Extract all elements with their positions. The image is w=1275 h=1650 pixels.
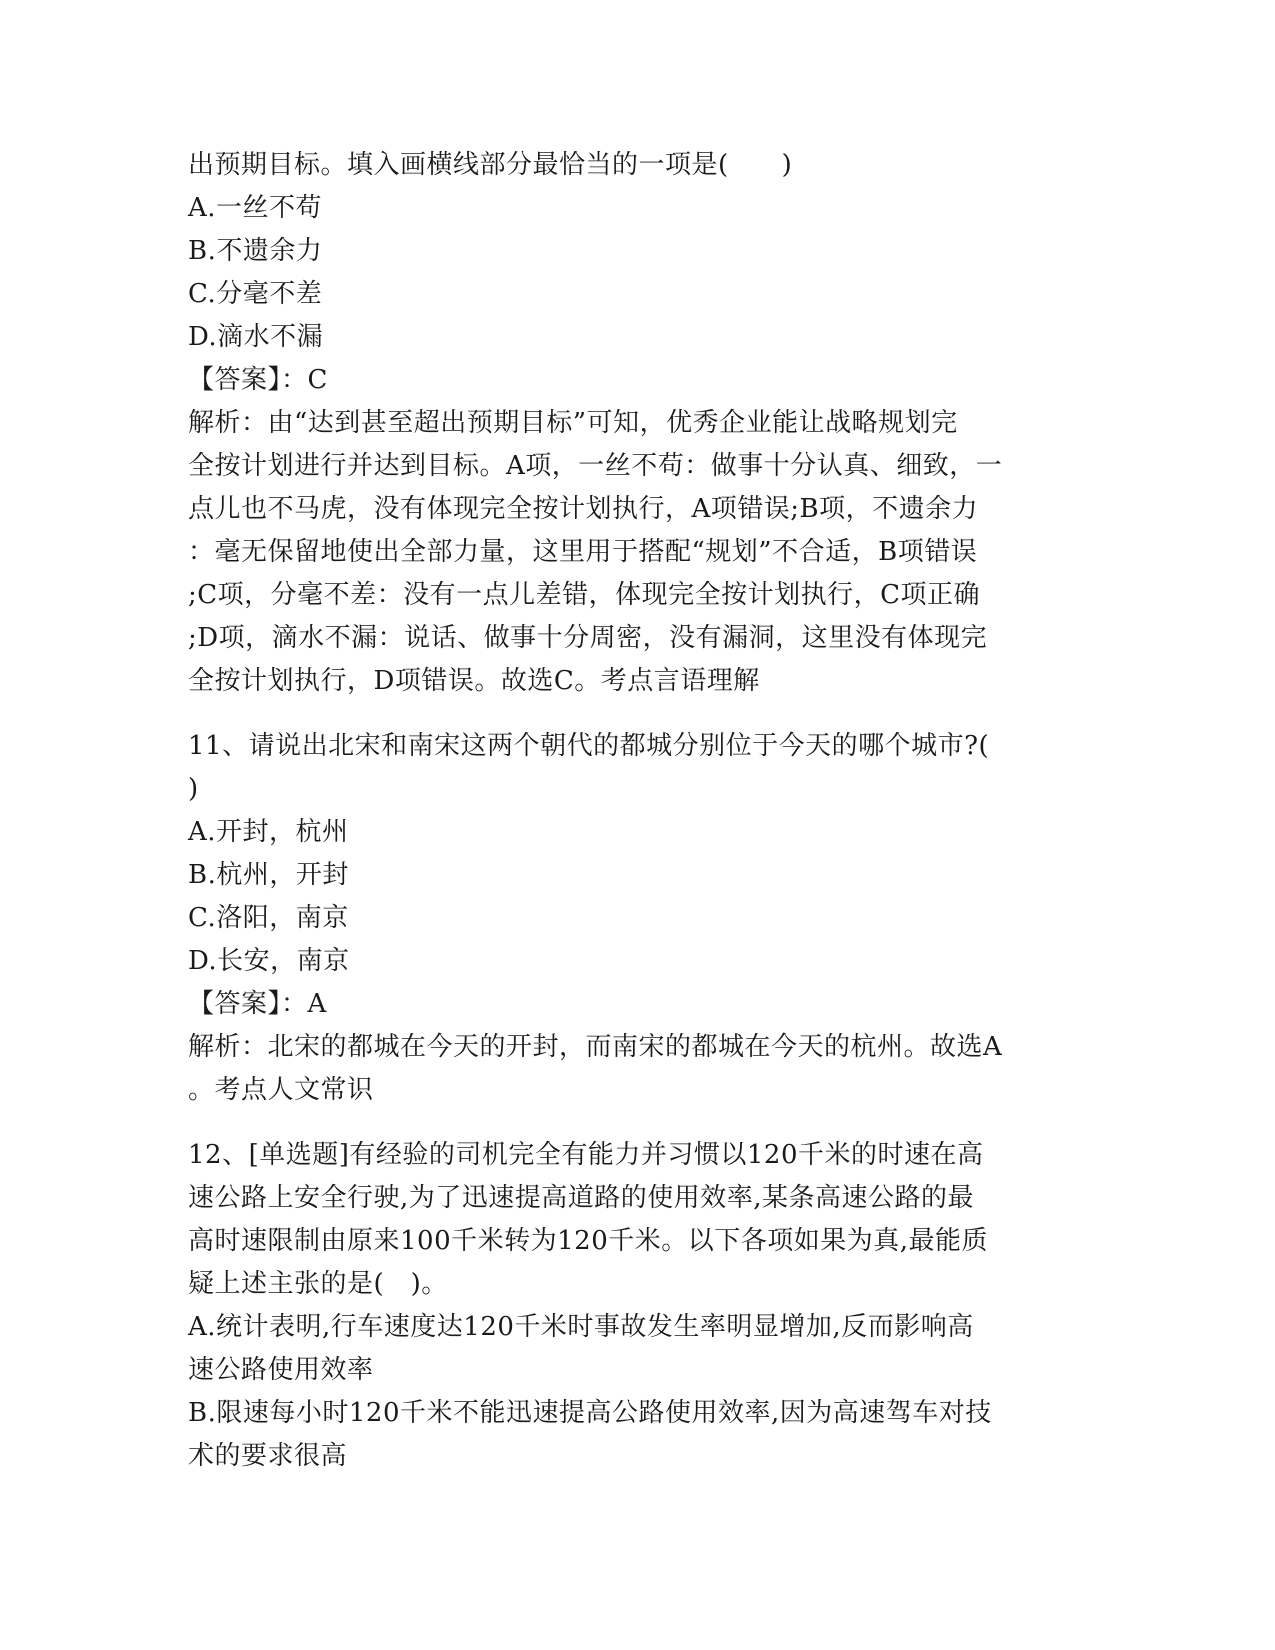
- analysis-line: 解析：由“达到甚至超出预期目标”可知，优秀企业能让战略规划完: [188, 408, 958, 438]
- question-stem: 高时速限制由原来100千米转为120千米。以下各项如果为真,最能质: [188, 1226, 989, 1256]
- option-a-continued: 速公路使用效率: [188, 1355, 374, 1385]
- question-stem: 疑上述主张的是( )。: [188, 1269, 448, 1299]
- document-body: [188, 144, 1088, 1478]
- answer-line: 【答案】：C: [188, 365, 328, 395]
- question-stem: ): [188, 774, 199, 804]
- question-stem: 11、请说出北宋和南宋这两个朝代的都城分别位于今天的哪个城市?(: [188, 731, 990, 761]
- question-stem: 速公路上安全行驶,为了迅速提高道路的使用效率,某条高速公路的最: [188, 1183, 975, 1213]
- option-c: C.分毫不差: [188, 279, 323, 309]
- option-b: B.不遗余力: [188, 236, 323, 266]
- option-d: D.滴水不漏: [188, 322, 324, 352]
- option-b-continued: 术的要求很高: [188, 1441, 348, 1471]
- option-a: A.统计表明,行车速度达120千米时事故发生率明显增加,反而影响高: [188, 1312, 974, 1342]
- question-10: [188, 144, 1088, 703]
- analysis-line: ：毫无保留地使出全部力量，这里用于搭配“规划”不合适，B项错误: [188, 537, 978, 567]
- analysis-line: ;C项，分毫不差：没有一点儿差错，体现完全按计划执行，C项正确: [188, 580, 981, 610]
- option-a: A.开封，杭州: [188, 817, 349, 847]
- question-stem: 出预期目标。填入画横线部分最恰当的一项是( ): [188, 150, 793, 180]
- spacer: [188, 703, 1088, 725]
- option-a: A.一丝不苟: [188, 193, 323, 223]
- analysis-line: 解析：北宋的都城在今天的开封，而南宋的都城在今天的杭州。故选A: [188, 1032, 1003, 1062]
- question-11: [188, 725, 1088, 1112]
- answer-line: 【答案】：A: [188, 989, 327, 1019]
- question-12: [188, 1134, 1088, 1478]
- option-c: C.洛阳，南京: [188, 903, 349, 933]
- analysis-line: ;D项，滴水不漏：说话、做事十分周密，没有漏洞，这里没有体现完: [188, 623, 988, 653]
- analysis-line: 。考点人文常识: [188, 1075, 374, 1105]
- spacer: [188, 1112, 1088, 1134]
- analysis-line: 点儿也不马虎，没有体现完全按计划执行，A项错误;B项，不遗余力: [188, 494, 979, 524]
- analysis-line: 全按计划进行并达到目标。A项，一丝不苟：做事十分认真、细致，一: [188, 451, 1003, 481]
- option-b: B.限速每小时120千米不能迅速提高公路使用效率,因为高速驾车对技: [188, 1398, 992, 1428]
- option-b: B.杭州，开封: [188, 860, 349, 890]
- question-stem: 12、[单选题]有经验的司机完全有能力并习惯以120千米的时速在高: [188, 1140, 984, 1170]
- analysis-line: 全按计划执行，D项错误。故选C。考点言语理解: [188, 666, 760, 696]
- option-d: D.长安，南京: [188, 946, 350, 976]
